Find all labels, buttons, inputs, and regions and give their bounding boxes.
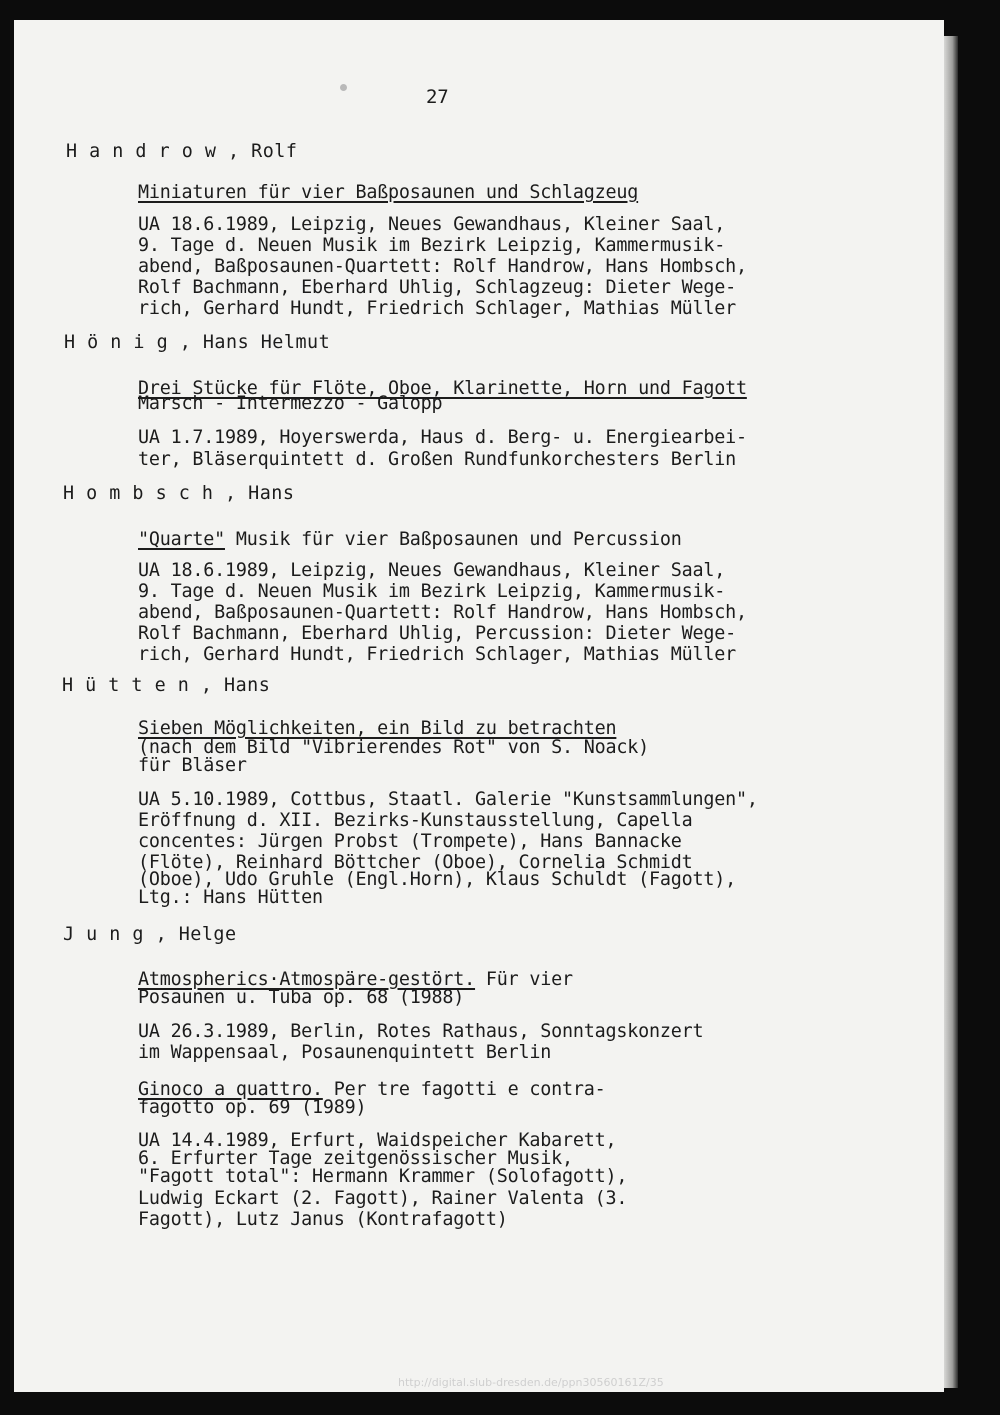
composer-name-hoenig: H ö n i g , Hans Helmut xyxy=(64,332,331,353)
performance-line: UA 14.4.1989, Erfurt, Waidspeicher Kabarett, xyxy=(138,1130,617,1151)
work-title-line-hombsch xyxy=(138,530,682,551)
performance-line: Ltg.: Hans Hütten xyxy=(138,887,323,908)
work-title-handrow: Miniaturen für vier Baßposaunen und Schlagzeug xyxy=(138,182,639,203)
work-title-jung-2: Ginoco a quattro. xyxy=(138,1079,323,1100)
performance-line: (Flöte), Reinhard Böttcher (Oboe), Cornelia Schmidt xyxy=(138,852,693,873)
performance-line: UA 26.3.1989, Berlin, Rotes Rathaus, Sonntagskonzert xyxy=(138,1021,704,1042)
composer-name-hombsch: H o m b s c h , Hans xyxy=(63,483,295,504)
scan-speck xyxy=(340,84,347,91)
performance-line: Eröffnung d. XII. Bezirks-Kunstausstellung, Capella xyxy=(138,810,693,831)
performance-line: UA 18.6.1989, Leipzig, Neues Gewandhaus, Kleiner Saal, xyxy=(138,214,726,235)
performance-line: UA 5.10.1989, Cottbus, Staatl. Galerie "Kunstsammlungen", xyxy=(138,789,758,810)
work-title-huetten: Sieben Möglichkeiten, ein Bild zu betrachten xyxy=(138,718,617,739)
work-title-hoenig: Drei Stücke für Flöte, Oboe, Klarinette, Horn und Fagott xyxy=(138,378,747,399)
performance-line: UA 1.7.1989, Hoyerswerda, Haus d. Berg- u. Energiearbei- xyxy=(138,427,747,448)
performance-line: 9. Tage d. Neuen Musik im Bezirk Leipzig, Kammermusik- xyxy=(138,235,726,256)
performance-line: abend, Baßposaunen-Quartett: Rolf Handrow, Hans Hombsch, xyxy=(138,602,747,623)
work-subtitle-huetten: für Bläser xyxy=(138,755,247,776)
page-number: 27 xyxy=(426,86,449,108)
performance-line: rich, Gerhard Hundt, Friedrich Schlager, Mathias Müller xyxy=(138,298,736,319)
work-title-rest-jung-2: Per tre fagotti e contra- xyxy=(322,1079,606,1100)
performance-line: UA 18.6.1989, Leipzig, Neues Gewandhaus, Kleiner Saal, xyxy=(138,560,726,581)
composer-name-handrow: H a n d r o w , Rolf xyxy=(66,141,298,162)
performance-line: Ludwig Eckart (2. Fagott), Rainer Valenta (3. xyxy=(138,1188,628,1209)
performance-line: Rolf Bachmann, Eberhard Uhlig, Schlagzeug: Dieter Wege- xyxy=(138,277,736,298)
performance-line: abend, Baßposaunen-Quartett: Rolf Handrow, Hans Hombsch, xyxy=(138,256,747,277)
performance-line: Rolf Bachmann, Eberhard Uhlig, Percussion: Dieter Wege- xyxy=(138,623,736,644)
source-url: http://digital.slub-dresden.de/ppn30560161Z/35 xyxy=(398,1376,664,1389)
performance-line: 9. Tage d. Neuen Musik im Bezirk Leipzig, Kammermusik- xyxy=(138,581,726,602)
performance-line: 6. Erfurter Tage zeitgenössischer Musik, xyxy=(138,1148,573,1169)
performance-line: ter, Bläserquintett d. Großen Rundfunkorchesters Berlin xyxy=(138,449,736,470)
work-title-rest-hombsch: Musik für vier Baßposaunen und Percussion xyxy=(224,529,682,550)
work-subtitle-hoenig: Marsch - Intermezzo - Galopp xyxy=(138,393,443,414)
performance-line: concentes: Jürgen Probst (Trompete), Hans Bannacke xyxy=(138,831,682,852)
work-subtitle-huetten: (nach dem Bild "Vibrierendes Rot" von S. Noack) xyxy=(138,737,649,758)
work-title-rest-jung-1: Für vier xyxy=(475,969,573,990)
work-title-jung-1: Atmospherics·Atmospäre-gestört. xyxy=(138,969,476,990)
performance-line: "Fagott total": Hermann Krammer (Solofagott), xyxy=(138,1166,628,1187)
work-title-line2-jung-1: Posaunen u. Tuba op. 68 (1988) xyxy=(138,987,465,1008)
composer-name-huetten: H ü t t e n , Hans xyxy=(62,675,271,696)
composer-name-jung: J u n g , Helge xyxy=(63,924,237,945)
performance-line: rich, Gerhard Hundt, Friedrich Schlager, Mathias Müller xyxy=(138,644,736,665)
performance-line: im Wappensaal, Posaunenquintett Berlin xyxy=(138,1042,552,1063)
work-title-line2-jung-2: fagotto op. 69 (1989) xyxy=(138,1097,367,1118)
performance-line: Fagott), Lutz Janus (Kontrafagott) xyxy=(138,1209,508,1230)
work-title-hombsch: "Quarte" xyxy=(138,529,225,550)
performance-line: (Oboe), Udo Gruhle (Engl.Horn), Klaus Schuldt (Fagott), xyxy=(138,869,736,890)
page-edge xyxy=(944,36,958,1388)
